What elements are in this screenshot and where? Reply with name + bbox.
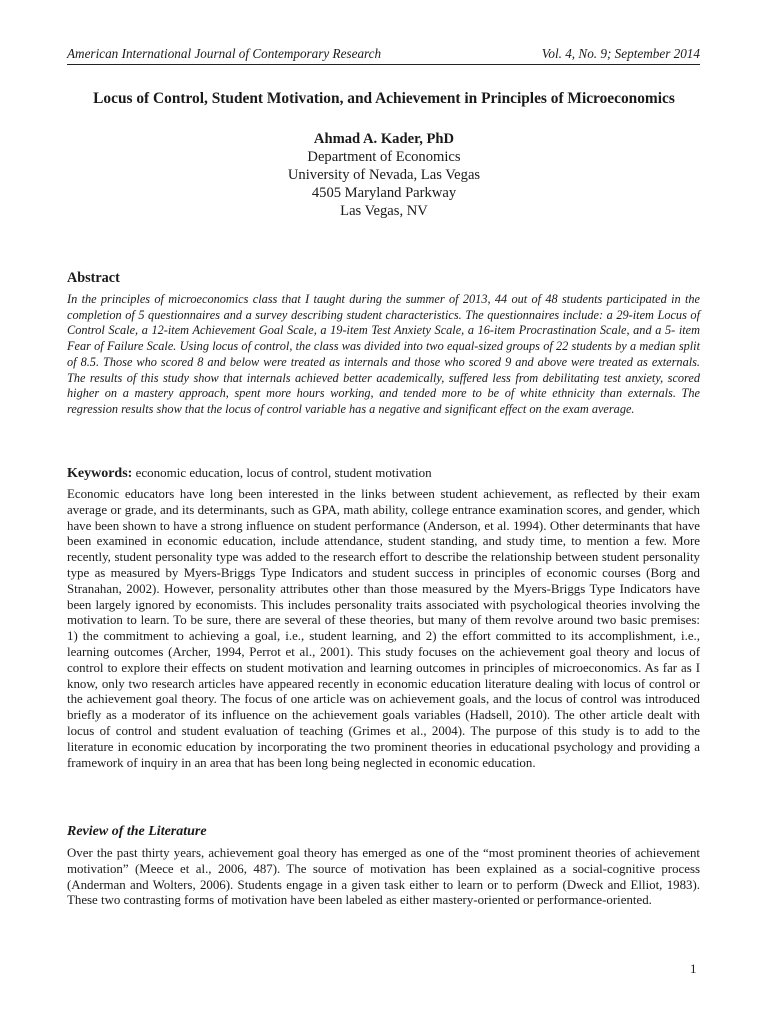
author-name: Ahmad A. Kader, PhD: [313, 131, 455, 147]
author-university: University of Nevada, Las Vegas: [287, 167, 481, 183]
intro-paragraph: Economic educators have long been interested in the links between student achievement, as reflected by their exam average or grade, and its determinants, such as GPA, math ability, college entrance examination scores, and gender, which have been shown to have a strong influence on student performance (Anderson, et al. 1994). Other determinants that have been examined in economic education, include attendance, student standing, and study time, to mention a few. More recently, student personality type was added to the research effort to describe the relationship between student personality type as measured by Myers-Briggs Type Indicators and student success in principles of economic courses (Borg and Stranahan, 2002). However, personality attributes other than those measured by the Myers-Briggs Type Indicators have been largely ignored by economists. This includes personality traits associated with psychological theories involving the motivation to learn. To be sure, there are several of these theories, but many of them revolve around two basic premises: 1) the commitment to achieving a goal, i.e., student learning, and 2) the effort committed to its accomplishment, i.e., learning outcomes (Archer, 1994, Perrot et al., 2001). This study focuses on the achievement goal theory and locus of control to explore their effects on student motivation and learning outcomes in principles of microeconomics. As far as I know, only two research articles have appeared recently in economic education literature dealing with locus of control or the achievement goal theory. The focus of one article was on achievement goals, and the locus of control was introduced briefly as a moderator of its influence on the achievement goals variables (Hadsell, 2010). The other article dealt with locus of control and student evaluation of teaching (Grimes et al., 2004). The purpose of this study is to add to the literature in economic education by incorporating the two prominent theories in educational psychology and providing a framework of inquiry in an area that has been long being neglected in economic education.: [67, 487, 700, 770]
keywords-text: economic education, locus of control, student motivation: [132, 465, 432, 480]
volume-info: Vol. 4, No. 9; September 2014: [541, 46, 700, 61]
abstract-text: In the principles of microeconomics class that I taught during the summer of 2013, 44 out of 48 students participated in the completion of 5 questionnaires and a survey describing student characteristics. The questionnaires include: a 29-item Locus of Control Scale, a 12-item Achievement Goal Scale, a 19-item Test Anxiety Scale, a 16-item Procrastination Scale, and a 5- item Fear of Failure Scale. Using locus of control, the class was divided into two equal-sized groups of 22 students by a median split of 8.5. Those who scored 8 and below were treated as internals and those who scored 9 and above were treated as externals. The results of this study show that internals achieved better academically, suffered less from debilitating test anxiety, scored higher on a mastery approach, spent more hours working, and tended more to be of white ethnicity than externals. The regression results show that the locus of control variable has a negative and significant effect on the exam average.: [67, 292, 700, 416]
section-heading: Review of the Literature: [67, 824, 207, 839]
keywords-line: [67, 464, 700, 482]
running-header: [67, 46, 700, 62]
author-street: 4505 Maryland Parkway: [311, 185, 457, 201]
abstract-heading: Abstract: [67, 270, 120, 286]
page-number: 1: [690, 961, 697, 976]
author-block: [184, 130, 584, 220]
keywords-label: Keywords:: [67, 466, 133, 481]
journal-name: American International Journal of Contemporary Research: [67, 46, 382, 61]
author-city: Las Vegas, NV: [340, 203, 428, 219]
paper-title: Locus of Control, Student Motivation, and Achievement in Principles of Microeconomics: [93, 90, 675, 107]
review-paragraph: Over the past thirty years, achievement goal theory has emerged as one of the “most prominent theories of achievement motivation” (Meece et al., 2006, 487). The source of motivation has been explained as a social-cognitive process (Anderman and Wolters, 2006). Students engage in a given task either to learn or to perform (Dweck and Elliot, 1983). These two contrasting forms of motivation have been labeled as either mastery-oriented or performance-oriented.: [67, 846, 700, 908]
header-rule: [67, 64, 700, 65]
author-department: Department of Economics: [307, 149, 461, 165]
